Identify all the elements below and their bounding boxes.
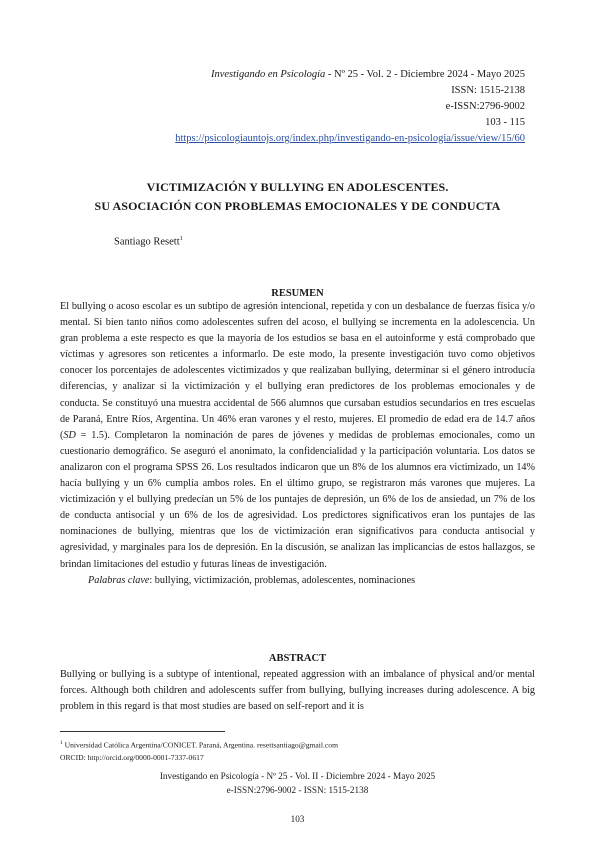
keywords-paragraph xyxy=(60,573,535,589)
journal-citation-line xyxy=(105,67,525,83)
resumen-body xyxy=(60,299,535,589)
footnote-affiliation: Universidad Católica Argentina/CONICET. Paraná, Argentina. resettsantiago@gmail.com xyxy=(62,740,338,750)
resumen-text-part-1: El bullying o acoso escolar es un subtipo de agresión intencional, repetida y con un desbalance de fuerzas física y/o mental. Si bien tanto niños como adolescentes sufren del acoso, el bullying se incrementa en la adolescencia. Un gran problema a este respecto es que la mayoría de los estudios se basa en el autoinforme y está comprobado que víctimas y agresores son reticentes a informarlo. De este modo, la presente investigación tuvo como objetivos conocer los porcentajes de adolescentes victimizados y que realizaban bullying, determinar si el género introducía diferencias, y analizar si la victimización y el bullying eran predictores de los problemas emocionales y de conducta. Se constituyó una muestra accidental de 566 alumnos que cursaban estudios secundarios en tres escuelas de Paraná, Entre Ríos, Argentina. Un 46% eran varones y el resto, mujeres. El promedio de edad era de 14.7 años ( xyxy=(60,301,535,441)
keywords-label: Palabras clave xyxy=(88,574,150,586)
abstract-paragraph: Bullying or bullying is a subtype of intentional, repeated aggression with an imbalance of physical and/or mental forces. Although both children and adolescents suffer from bullying, bullying increases during adolescence. A big problem in this regard is that most studies are based on self-report and it is xyxy=(60,669,535,713)
keywords-list: : bullying, victimización, problemas, adolescentes, nominaciones xyxy=(149,574,416,586)
resumen-heading: RESUMEN xyxy=(271,288,324,299)
resumen-text-part-2: = 1.5). Completaron la nominación de pares de jóvenes y medidas de problemas emocionales, como un cuestionario demográfico. Se aseguró el anonimato, la confidencialidad y la participación voluntaria. Los datos se analizaron con el programa SPSS 26. Los resultados indicaron que un 8% de los alumnos era victimizado, un 14% hacía bullying y un 6% cumplía ambos roles. En el último grupo, se registraron más varones que mujeres. La victimización y el bullying predecían un 5% de los puntajes de depresión, un 6% de los de ansiedad, un 7% de los de conducta antisocial y un 6% de los de agresividad. Los predictores significativos eran los puntajes de las nominaciones de bullying, mientras que los de victimización eran significativos para conducta antisocial y agresividad, y marginales para los de depresión. En la discusión, se analizan las implicancias de estos hallazgos, se brindan limitaciones del estudio y futuras líneas de investigación. xyxy=(60,429,535,570)
title-line-1: VICTIMIZACIÓN Y BULLYING EN ADOLESCENTES. xyxy=(146,180,449,194)
author xyxy=(114,235,183,248)
issn: ISSN: 1515-2138 xyxy=(451,85,525,96)
footnote-divider xyxy=(60,731,225,732)
page-range: 103 - 115 xyxy=(485,117,525,128)
page-number: 103 xyxy=(290,814,305,824)
journal-issue: - Nº 25 - Vol. 2 - Diciembre 2024 - Mayo 2025 xyxy=(325,69,525,80)
author-name: Santiago Resett xyxy=(114,236,180,248)
footnote xyxy=(60,737,535,764)
journal-header xyxy=(105,67,525,147)
footer-issn-line: e-ISSN:2796-9002 - ISSN: 1515-2138 xyxy=(226,784,369,795)
author-footnote-mark: 1 xyxy=(179,235,183,242)
footer-journal-line: Investigando en Psicología - Nº 25 - Vol. II - Diciembre 2024 - Mayo 2025 xyxy=(159,771,436,781)
sd-label: SD xyxy=(63,429,76,441)
footnote-mark: 1 xyxy=(60,740,63,746)
article-title xyxy=(60,178,535,216)
eissn: e-ISSN:2796-9002 xyxy=(445,101,525,112)
journal-name: Investigando en Psicología xyxy=(210,69,326,80)
page-footer xyxy=(60,770,535,797)
title-line-2: SU ASOCIACIÓN CON PROBLEMAS EMOCIONALES Y DE CONDUCTA xyxy=(94,199,501,213)
issue-url-link[interactable]: https://psicologiauntojs.org/index.php/investigando-en-psicologia/issue/view/15/60 xyxy=(175,133,525,144)
footnote-affiliation-line xyxy=(60,737,535,752)
abstract-heading: ABSTRACT xyxy=(268,653,327,664)
resumen-paragraph xyxy=(60,299,535,573)
footnote-orcid: ORCID: http://orcid.org/0000-0001-7337-0617 xyxy=(60,752,204,762)
abstract-body xyxy=(60,667,535,715)
